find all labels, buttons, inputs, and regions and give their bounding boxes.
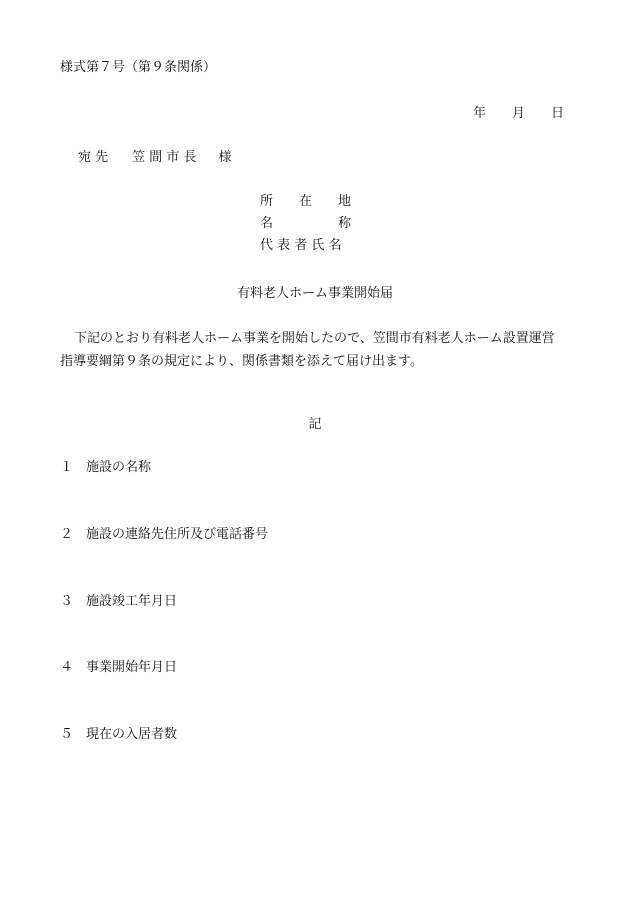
body-text [60, 327, 580, 373]
list-item [60, 594, 177, 610]
item-number: ３ [60, 594, 74, 609]
item-label: 施設の連絡先住所及び電話番号 [86, 527, 269, 542]
applicant-representative-row [260, 238, 378, 260]
body-text-line-2: 指導要綱第９条の規定により、関係書類を添えて届け出ます。 [60, 354, 423, 369]
applicant-representative-label: 代 表 者 氏 名 [260, 238, 342, 253]
item-label: 事業開始年月日 [86, 660, 178, 675]
date-line [473, 106, 564, 122]
item-number: ２ [60, 527, 74, 542]
addressee-honorific: 様 [218, 150, 232, 165]
list-item [60, 460, 151, 476]
document-title: 有料老人ホーム事業開始届 [236, 286, 393, 301]
applicant-name-row [260, 216, 378, 238]
list-item [60, 527, 268, 543]
body-text-line-1: 下記のとおり有料老人ホーム事業を開始したので、笠間市有料老人ホーム設置運営 [74, 331, 555, 346]
date-day: 日 [550, 106, 564, 121]
list-item [60, 660, 177, 676]
applicant-address-label: 所 在 地 [260, 194, 352, 209]
item-label: 現在の入居者数 [86, 727, 178, 742]
item-number: ５ [60, 727, 74, 742]
applicant-name-label: 名 称 [260, 216, 352, 231]
addressee [78, 150, 232, 166]
item-label: 施設の名称 [86, 460, 152, 475]
applicant-block [260, 194, 378, 260]
item-label: 施設竣工年月日 [86, 594, 178, 609]
form-number: 様式第７号（第９条関係） [60, 60, 217, 75]
list-item [60, 727, 177, 743]
ki-heading: 記 [308, 417, 322, 432]
date-month: 月 [511, 106, 525, 121]
item-number: ４ [60, 660, 74, 675]
item-number: １ [60, 460, 74, 475]
applicant-address-row [260, 194, 378, 216]
date-year: 年 [472, 106, 486, 121]
addressee-name: 笠 間 市 長 [132, 150, 197, 165]
addressee-prefix: 宛 先 [78, 150, 109, 165]
